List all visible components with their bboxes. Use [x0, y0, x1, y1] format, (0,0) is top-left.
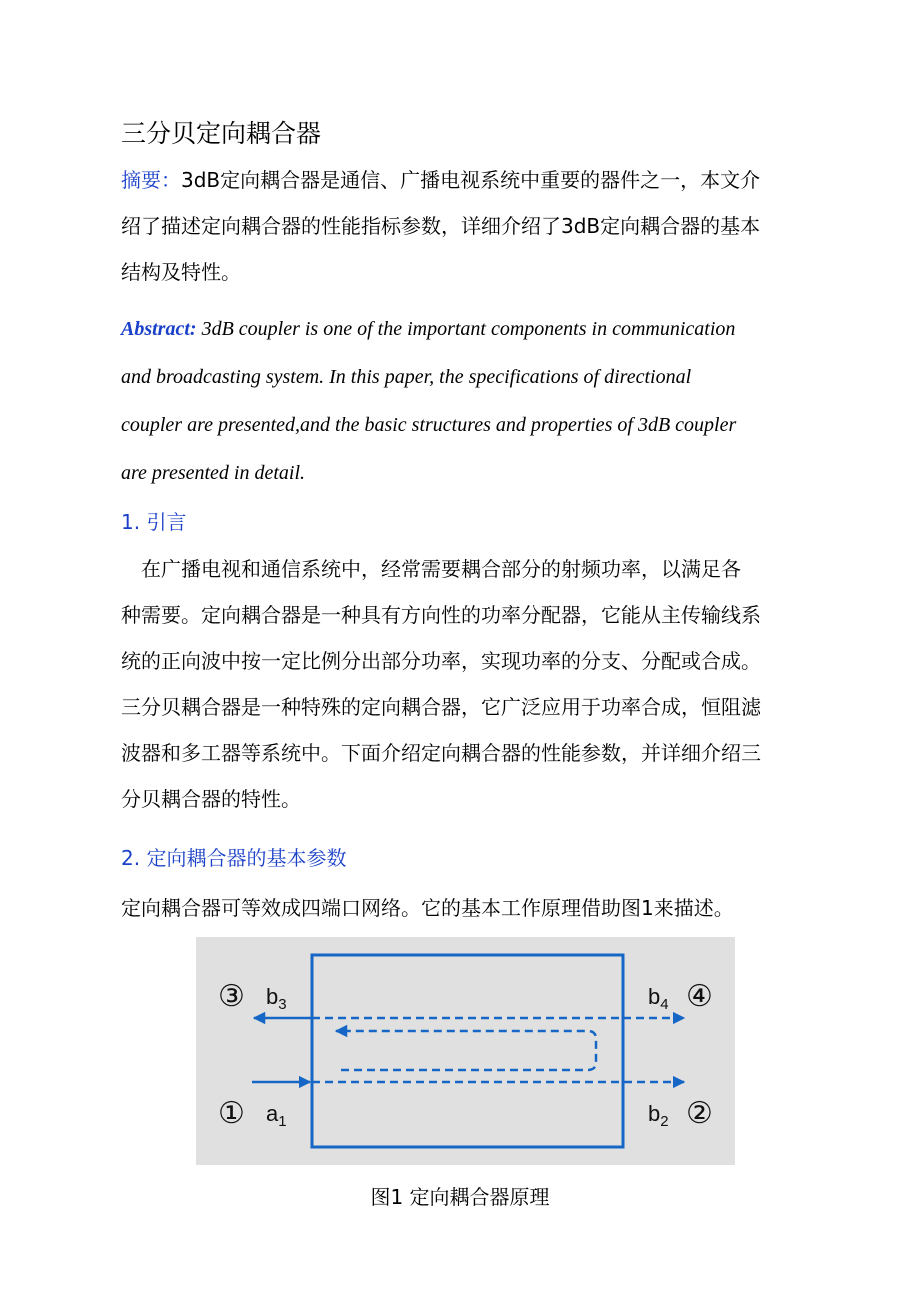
port1-number: ① [218, 1096, 245, 1131]
abstract-cn-text: 3dB定向耦合器是通信、广播电视系统中重要的器件之一，本文介 [181, 168, 761, 192]
port2-number: ② [686, 1096, 713, 1131]
page-title: 三分贝定向耦合器 [121, 119, 322, 148]
abstract-en [121, 305, 801, 497]
port2-wave-label: $b_2$ [648, 1101, 669, 1130]
section1-paragraph [121, 546, 801, 822]
paragraph-line: 统的正向波中按一定比例分出部分功率，实现功率的分支、分配或合成。 [121, 649, 761, 673]
section2-intro [121, 885, 801, 931]
abstract-cn-line [121, 157, 801, 203]
abstract-cn-line: 绍了描述定向耦合器的性能指标参数，详细介绍了3dB定向耦合器的基本 [121, 214, 761, 238]
abstract-cn-label: 摘要： [121, 168, 181, 192]
paragraph-line: 定向耦合器可等效成四端口网络。它的基本工作原理借助图1来描述。 [121, 896, 734, 920]
coupler-diagram [196, 937, 735, 1165]
section-heading-basic-parameters: 2. 定向耦合器的基本参数 [121, 846, 347, 870]
paragraph-line: 在广播电视和通信系统中，经常需要耦合部分的射频功率，以满足各 [121, 557, 741, 581]
port1-wave-label: $a_1$ [266, 1101, 287, 1130]
section-heading-introduction: 1. 引言 [121, 510, 187, 534]
abstract-cn-line: 结构及特性。 [121, 260, 241, 284]
paragraph-line: 三分贝耦合器是一种特殊的定向耦合器，它广泛应用于功率合成，恒阻滤 [121, 695, 761, 719]
figure-caption: 图1 定向耦合器原理 [370, 1185, 550, 1209]
coupler-box [312, 955, 623, 1147]
coupler-diagram-svg [196, 937, 735, 1165]
paragraph-line: 分贝耦合器的特性。 [121, 787, 301, 811]
coupled-wave-path [336, 1031, 596, 1070]
abstract-en-text: 3dB coupler is one of the important components in communication [196, 318, 736, 340]
paragraph-line: 种需要。定向耦合器是一种具有方向性的功率分配器，它能从主传输线系 [121, 603, 761, 627]
abstract-en-line: coupler are presented,and the basic structures and properties of 3dB coupler [121, 414, 737, 436]
abstract-en-line [121, 305, 801, 353]
abstract-en-line: and broadcasting system. In this paper, the specifications of directional [121, 366, 692, 388]
paragraph-line: 波器和多工器等系统中。下面介绍定向耦合器的性能参数，并详细介绍三 [121, 741, 761, 765]
port4-wave-label: $b_4$ [648, 984, 669, 1013]
port4-number: ④ [686, 979, 713, 1014]
abstract-en-label: Abstract: [121, 318, 197, 340]
abstract-en-line: are presented in detail. [121, 462, 306, 484]
abstract-cn [121, 157, 801, 295]
port3-wave-label: $b_3$ [266, 984, 287, 1013]
port3-number: ③ [218, 979, 245, 1014]
